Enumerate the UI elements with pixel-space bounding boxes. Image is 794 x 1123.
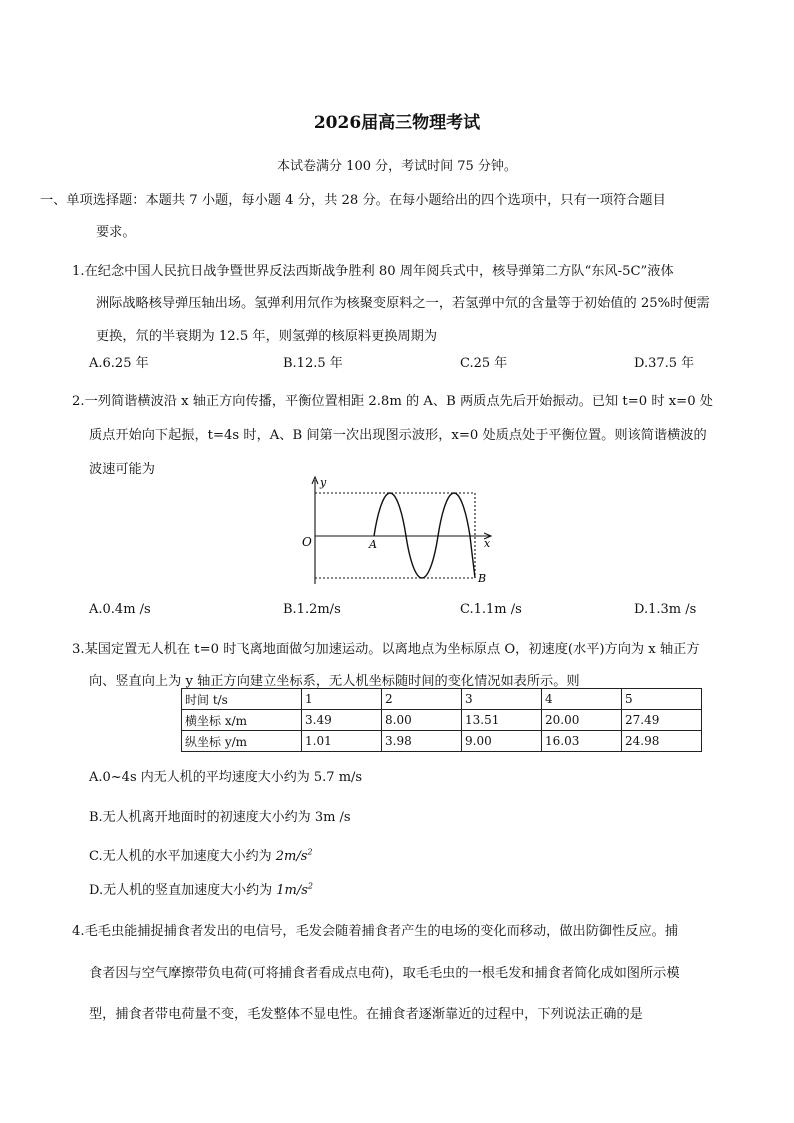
point-b-label: B [478,572,487,585]
table-row [182,689,702,710]
q1-line-1: 1.在纪念中国人民抗日战争暨世界反法西斯战争胜利 80 周年阅兵式中，核导弹第二方队“东风-5C”液体 [72,264,674,279]
q1-line-3: 更换，氘的半衰期为 12.5 年，则氢弹的核原料更换周期为 [96,329,438,344]
table-cell: 时间 t/s [182,689,302,710]
q1-option-b: B.12.5 年 [283,356,343,371]
q2-line-3: 波速可能为 [89,462,155,477]
q3-option-b: B.无人机离开地面时的初速度大小约为 3m /s [89,810,351,825]
page-title: 2026届高三物理考试 [313,113,481,133]
q3-line-2: 向、竖直向上为 y 轴正方向建立坐标系，无人机坐标随时间的变化情况如表所示。则 [89,674,580,689]
q3-option-c [89,845,313,864]
table-row [182,710,702,731]
q1-option-a: A.6.25 年 [89,356,149,371]
section-heading: 一、单项选择题：本题共 7 小题，每小题 4 分，共 28 分。在每小题给出的四个选项中，只有一项符合题目 [40,193,666,208]
table-cell: 8.00 [382,710,462,731]
q4-line-1: 4.毛毛虫能捕捉捕食者发出的电信号，毛发会随着捕食者产生的电场的变化而移动，做出防御性反应。捕 [72,924,679,939]
table-row [182,731,702,752]
q3-option-d [89,879,313,898]
wave-figure [298,474,498,586]
table-cell: 27.49 [622,710,702,731]
q2-option-d: D.1.3m /s [634,602,697,617]
exam-note: 本试卷满分 100 分，考试时间 75 分钟。 [277,159,517,174]
table-cell: 3.49 [302,710,382,731]
table-cell: 9.00 [462,731,542,752]
coordinate-table [181,688,702,752]
q2-line-2: 质点开始向下起振，t=4s 时，A、B 间第一次出现图示波形，x=0 处质点处于平衡位置。则该简谐横波的 [89,428,707,443]
table-cell: 1 [302,689,382,710]
q2-option-c: C.1.1m /s [460,602,522,617]
q3-option-c-text: C.无人机的水平加速度大小约为 [89,849,272,864]
q3-line-1: 3.某国定置无人机在 t=0 时飞离地面做匀加速运动。以离地点为坐标原点 O，初速度(水平)方向为 x 轴正方 [72,642,700,657]
q3-option-d-text: D.无人机的竖直加速度大小约为 [89,883,273,898]
table-cell: 4 [542,689,622,710]
table-cell: 24.98 [622,731,702,752]
q1-option-d: D.37.5 年 [634,356,695,371]
point-a-label: A [369,538,377,551]
q4-line-2: 食者因与空气摩擦带负电荷(可将捕食者看成点电荷)，取毛毛虫的一根毛发和捕食者简化成如图所示模 [89,966,680,981]
q2-option-b: B.1.2m/s [283,602,341,617]
table-cell: 13.51 [462,710,542,731]
q3-option-c-value: $2m/s^2$ [275,847,313,864]
q3-option-d-value: $1m/s^2$ [276,881,313,898]
q2-line-1: 2.一列简谐横波沿 x 轴正方向传播，平衡位置相距 2.8m 的 A、B 两质点先后开始振动。已知 t=0 时 x=0 处 [72,394,713,409]
axis-label-x: x [484,537,491,550]
table-cell: 16.03 [542,731,622,752]
table-cell: 3.98 [382,731,462,752]
table-cell: 纵坐标 y/m [182,731,302,752]
section-heading-cont: 要求。 [96,225,136,240]
table-cell: 2 [382,689,462,710]
q2-option-a: A.0.4m /s [89,602,151,617]
table-cell: 横坐标 x/m [182,710,302,731]
axis-label-y: y [320,476,327,489]
table-cell: 1.01 [302,731,382,752]
q1-line-2: 洲际战略核导弹压轴出场。氢弹利用氘作为核聚变原料之一，若氢弹中氘的含量等于初始值的 25%时便需 [96,296,710,311]
table-cell: 3 [462,689,542,710]
q3-option-a: A.0~4s 内无人机的平均速度大小约为 5.7 m/s [89,770,363,785]
q4-line-3: 型，捕食者带电荷量不变，毛发整体不显电性。在捕食者逐渐靠近的过程中，下列说法正确的是 [89,1007,643,1022]
origin-label: O [302,535,312,549]
q1-option-c: C.25 年 [460,356,508,371]
table-cell: 20.00 [542,710,622,731]
table-cell: 5 [622,689,702,710]
